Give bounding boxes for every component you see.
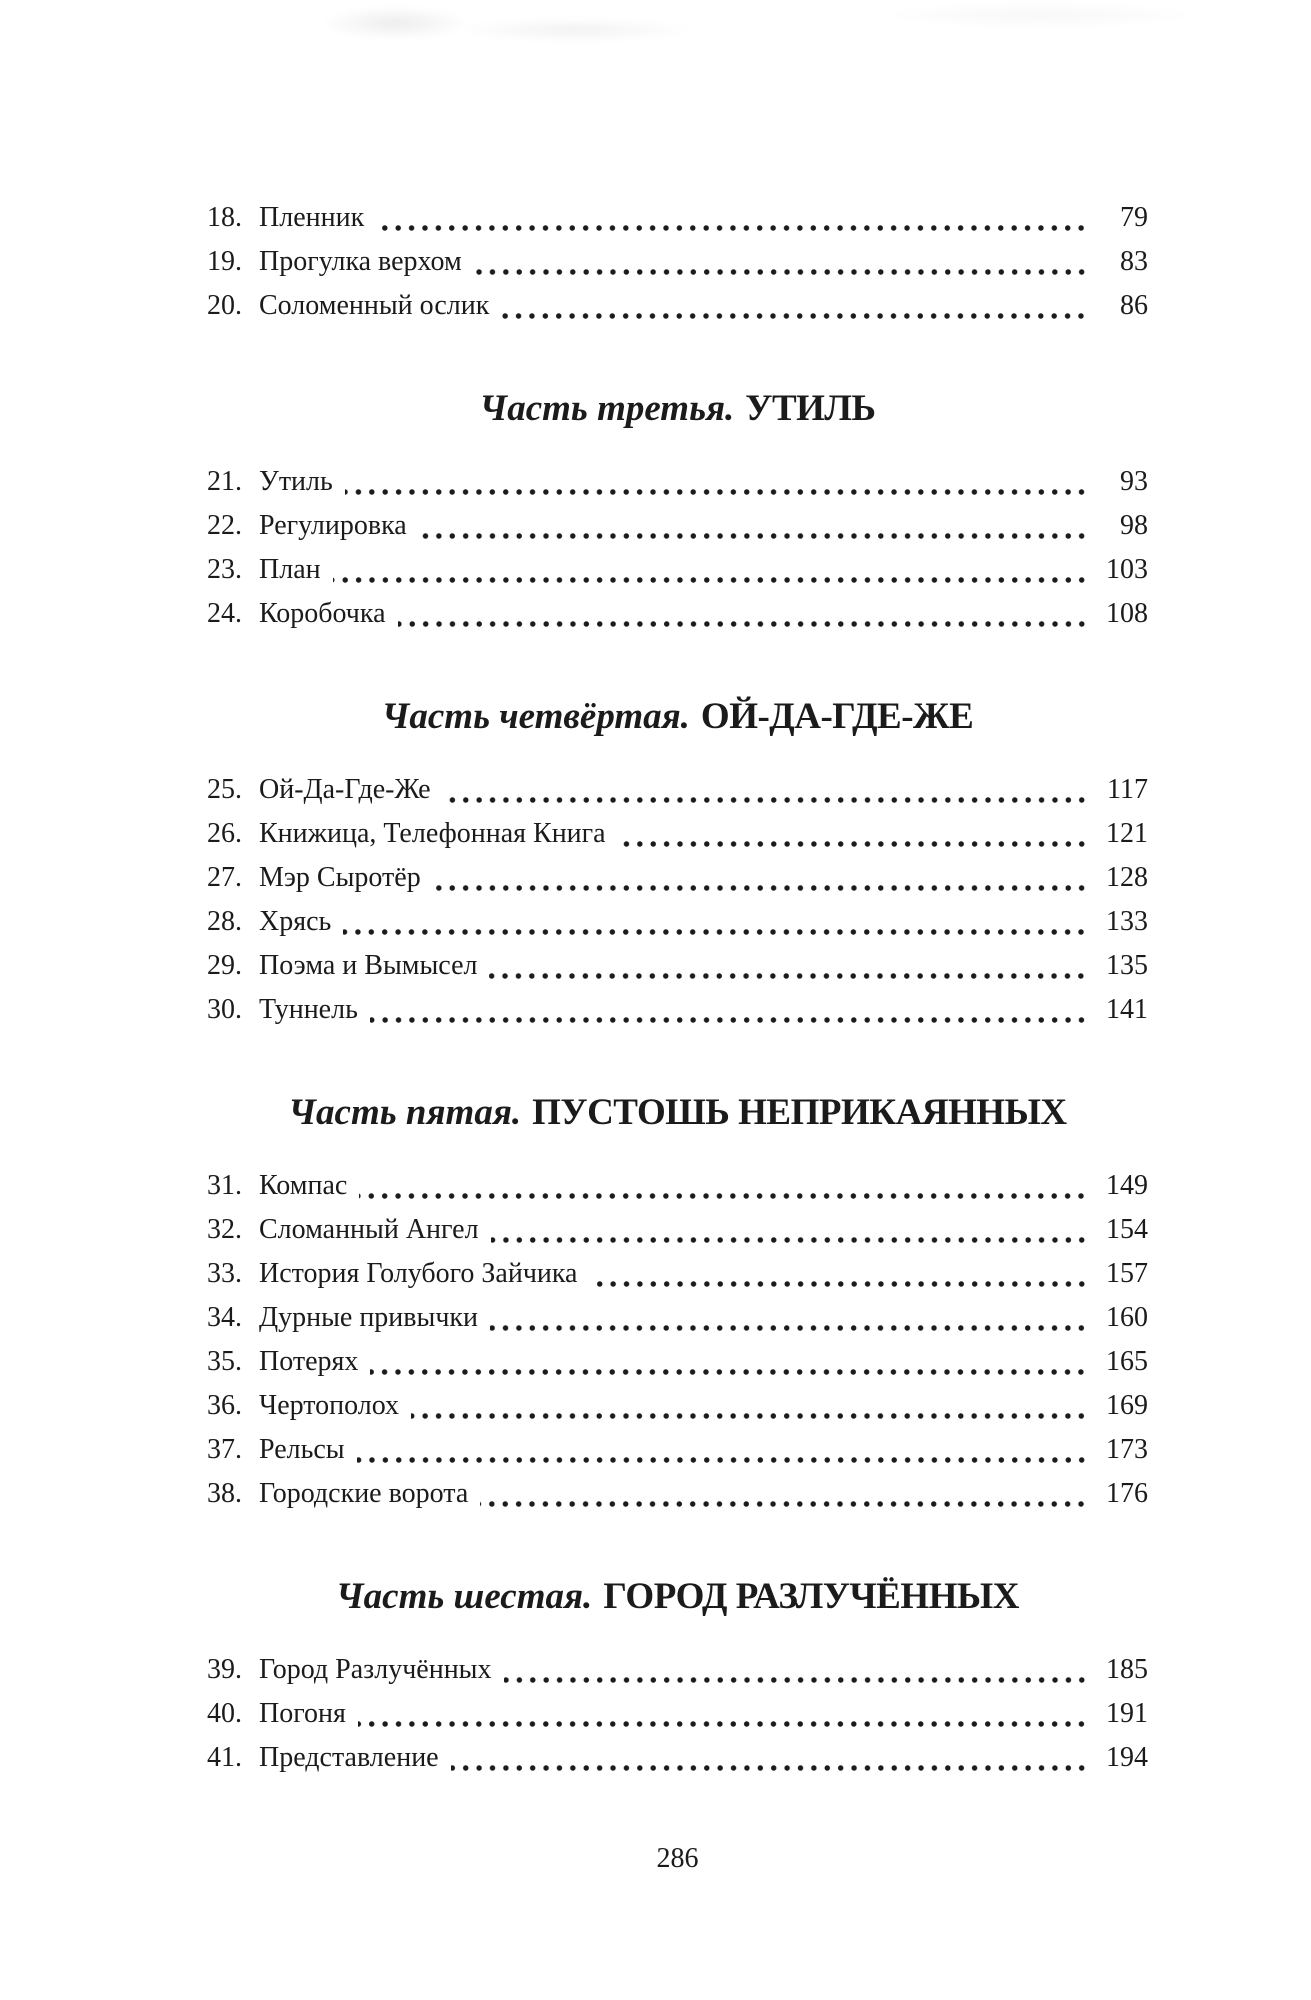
entry-page: 135 bbox=[1106, 950, 1148, 981]
toc-entry bbox=[207, 988, 1148, 1032]
entry-page: 191 bbox=[1106, 1698, 1148, 1729]
toc-entry bbox=[207, 240, 1148, 284]
entry-title: Регулировка bbox=[259, 510, 407, 541]
entry-page: 121 bbox=[1106, 818, 1148, 849]
dot-leader bbox=[451, 1736, 1088, 1780]
entry-number: 27. bbox=[207, 862, 242, 893]
toc-entry bbox=[207, 900, 1148, 944]
entry-title: Ой-Да-Где-Же bbox=[259, 774, 431, 805]
entry-title: История Голубого Зайчика bbox=[259, 1258, 578, 1289]
entry-title: Книжица, Телефонная Книга bbox=[259, 818, 606, 849]
entry-title: Пленник bbox=[259, 202, 365, 233]
entry-page: 185 bbox=[1106, 1654, 1148, 1685]
entry-number: 39. bbox=[207, 1654, 242, 1685]
entry-number: 28. bbox=[207, 906, 242, 937]
toc-entry bbox=[207, 812, 1148, 856]
toc-entry bbox=[207, 592, 1148, 636]
entry-title: Мэр Сыротёр bbox=[259, 862, 421, 893]
entry-number: 31. bbox=[207, 1170, 242, 1201]
toc-entry bbox=[207, 856, 1148, 900]
toc-entry bbox=[207, 548, 1148, 592]
entry-number: 30. bbox=[207, 994, 242, 1025]
part-title: УТИЛЬ bbox=[745, 388, 876, 429]
entry-page: 93 bbox=[1120, 466, 1148, 497]
toc-entry bbox=[207, 1692, 1148, 1736]
dot-leader bbox=[491, 1208, 1088, 1252]
toc-entry bbox=[207, 504, 1148, 548]
entry-title: План bbox=[259, 554, 321, 585]
entry-title: Городские ворота bbox=[259, 1478, 469, 1509]
part-label: Часть третья. bbox=[479, 388, 735, 429]
dot-leader bbox=[357, 1428, 1088, 1472]
part-label: Часть шестая. bbox=[336, 1576, 593, 1617]
entry-title: Потерях bbox=[259, 1346, 359, 1377]
page-number: 286 bbox=[656, 1843, 699, 1874]
entry-title: Утиль bbox=[259, 466, 333, 497]
entry-page: 169 bbox=[1106, 1390, 1148, 1421]
entry-number: 41. bbox=[207, 1742, 242, 1773]
entry-title: Соломенный ослик bbox=[259, 290, 490, 321]
dot-leader bbox=[333, 548, 1088, 592]
dot-leader bbox=[359, 1164, 1088, 1208]
entry-number: 29. bbox=[207, 950, 242, 981]
toc-entry bbox=[207, 944, 1148, 988]
dot-leader bbox=[618, 812, 1088, 856]
entry-number: 20. bbox=[207, 290, 242, 321]
dot-leader bbox=[490, 1296, 1088, 1340]
entry-title: Прогулка верхом bbox=[259, 246, 462, 277]
entry-number: 35. bbox=[207, 1346, 242, 1377]
toc-entry bbox=[207, 1340, 1148, 1384]
dot-leader bbox=[411, 1384, 1088, 1428]
entry-page: 79 bbox=[1120, 202, 1148, 233]
toc-entry bbox=[207, 1736, 1148, 1780]
entry-number: 24. bbox=[207, 598, 242, 629]
entry-title: Дурные привычки bbox=[259, 1302, 478, 1333]
toc-entry bbox=[207, 460, 1148, 504]
toc-entry bbox=[207, 284, 1148, 328]
entry-page: 98 bbox=[1120, 510, 1148, 541]
entry-page: 173 bbox=[1106, 1434, 1148, 1465]
entry-title: Представление bbox=[259, 1742, 439, 1773]
dot-leader bbox=[358, 1692, 1088, 1736]
entry-page: 194 bbox=[1106, 1742, 1148, 1773]
dot-leader bbox=[501, 284, 1088, 328]
dot-leader bbox=[443, 768, 1088, 812]
entry-title: Поэма и Вымысел bbox=[259, 950, 478, 981]
entry-page: 117 bbox=[1107, 774, 1148, 805]
entry-page: 149 bbox=[1106, 1170, 1148, 1201]
dot-leader bbox=[398, 592, 1089, 636]
entry-title: Коробочка bbox=[259, 598, 386, 629]
toc-entry bbox=[207, 1384, 1148, 1428]
entry-page: 133 bbox=[1106, 906, 1148, 937]
toc-entry bbox=[207, 1428, 1148, 1472]
part-label: Часть пятая. bbox=[288, 1092, 522, 1133]
dot-leader bbox=[376, 196, 1088, 240]
entry-number: 22. bbox=[207, 510, 242, 541]
entry-number: 38. bbox=[207, 1478, 242, 1509]
entry-title: Погоня bbox=[259, 1698, 346, 1729]
toc-entry bbox=[207, 1296, 1148, 1340]
part-heading bbox=[207, 693, 1148, 741]
entry-page: 176 bbox=[1106, 1478, 1148, 1509]
dot-leader bbox=[433, 856, 1088, 900]
toc-entry bbox=[207, 1472, 1148, 1516]
entry-number: 37. bbox=[207, 1434, 242, 1465]
entry-page: 154 bbox=[1106, 1214, 1148, 1245]
entry-title: Компас bbox=[259, 1170, 348, 1201]
entry-page: 103 bbox=[1106, 554, 1148, 585]
part-heading bbox=[207, 1573, 1148, 1621]
entry-number: 19. bbox=[207, 246, 242, 277]
entry-page: 141 bbox=[1106, 994, 1148, 1025]
entry-title: Чертополох bbox=[259, 1390, 400, 1421]
part-heading bbox=[207, 1089, 1148, 1137]
entry-page: 86 bbox=[1120, 290, 1148, 321]
entry-number: 25. bbox=[207, 774, 242, 805]
entry-number: 23. bbox=[207, 554, 242, 585]
part-label: Часть четвёртая. bbox=[381, 696, 690, 737]
part-title: ПУСТОШЬ НЕПРИКАЯННЫХ bbox=[532, 1092, 1067, 1133]
entry-number: 34. bbox=[207, 1302, 242, 1333]
toc-entry bbox=[207, 1208, 1148, 1252]
entry-title: Рельсы bbox=[259, 1434, 345, 1465]
toc-entry bbox=[207, 1648, 1148, 1692]
entry-number: 26. bbox=[207, 818, 242, 849]
dot-leader bbox=[590, 1252, 1089, 1296]
entry-title: Туннель bbox=[259, 994, 358, 1025]
toc-entry bbox=[207, 1252, 1148, 1296]
entry-number: 32. bbox=[207, 1214, 242, 1245]
dot-leader bbox=[474, 240, 1088, 284]
dot-leader bbox=[343, 900, 1088, 944]
part-title: ОЙ-ДА-ГДЕ-ЖЕ bbox=[700, 696, 974, 737]
entry-page: 157 bbox=[1106, 1258, 1148, 1289]
entry-number: 33. bbox=[207, 1258, 242, 1289]
entry-page: 165 bbox=[1106, 1346, 1148, 1377]
entry-title: Сломанный Ангел bbox=[259, 1214, 479, 1245]
dot-leader bbox=[504, 1648, 1089, 1692]
dot-leader bbox=[370, 988, 1088, 1032]
entry-title: Хрясь bbox=[259, 906, 332, 937]
entry-page: 108 bbox=[1106, 598, 1148, 629]
dot-leader bbox=[419, 504, 1088, 548]
dot-leader bbox=[345, 460, 1088, 504]
dot-leader bbox=[489, 944, 1088, 988]
part-heading bbox=[207, 385, 1148, 433]
dot-leader bbox=[370, 1340, 1088, 1384]
entry-page: 160 bbox=[1106, 1302, 1148, 1333]
entry-number: 18. bbox=[207, 202, 242, 233]
entry-title: Город Разлучённых bbox=[259, 1654, 492, 1685]
entry-number: 40. bbox=[207, 1698, 242, 1729]
part-title: ГОРОД РАЗЛУЧЁННЫХ bbox=[603, 1576, 1019, 1617]
entry-page: 128 bbox=[1106, 862, 1148, 893]
toc-entry bbox=[207, 1164, 1148, 1208]
toc-entry bbox=[207, 768, 1148, 812]
dot-leader bbox=[480, 1472, 1088, 1516]
toc-entry bbox=[207, 196, 1148, 240]
entry-number: 21. bbox=[207, 466, 242, 497]
entry-page: 83 bbox=[1120, 246, 1148, 277]
entry-number: 36. bbox=[207, 1390, 242, 1421]
